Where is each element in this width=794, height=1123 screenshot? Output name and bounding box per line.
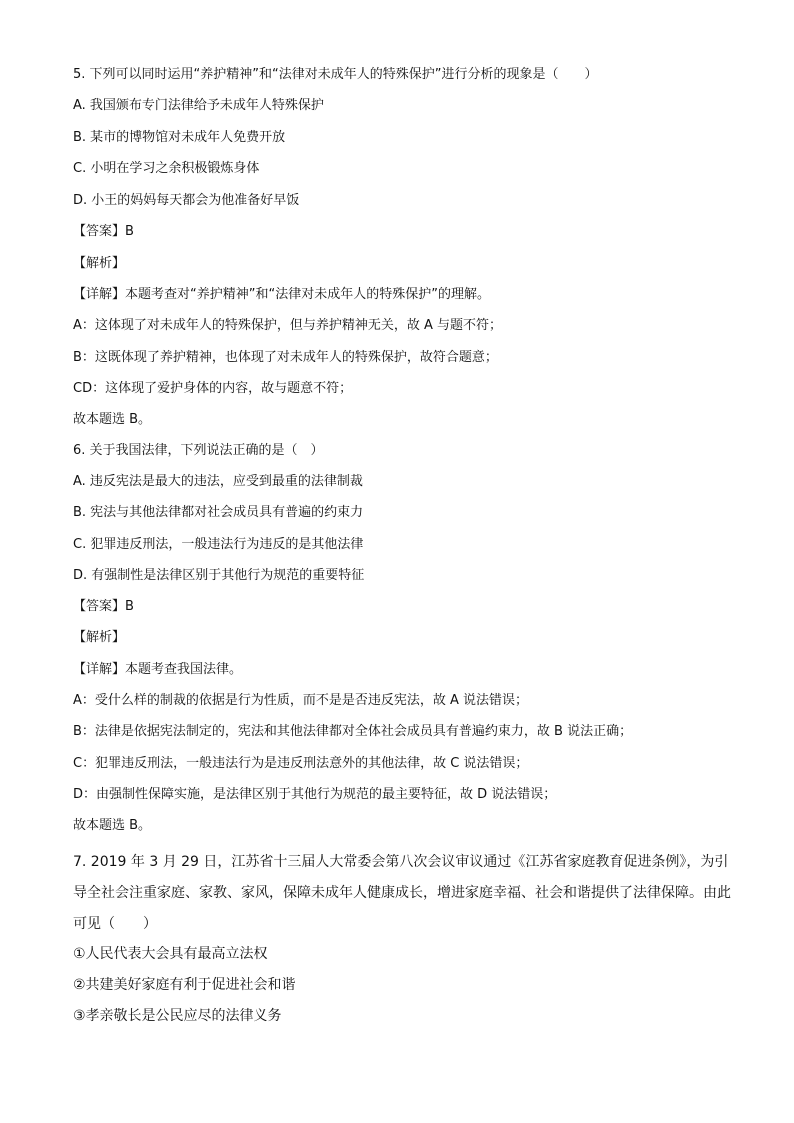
q7-stem: 7. 2019 年 3 月 29 日，江苏省十三届人大常委会第八次会议审议通过《江苏省家庭教育促进条例》，为引导全社会注重家庭、家教、家风，保障未成年人健康成长，增进家庭幸福、社会和谐提供了法律保障。由此可见（ ）	[73, 854, 731, 932]
q6-explanation-b: B：法律是依据宪法制定的，宪法和其他法律都对全体社会成员具有普遍约束力，故 B 说法正确；	[73, 724, 633, 739]
q5-detail-label: 【详解】	[73, 287, 126, 302]
q6-analysis-label: 【解析】	[73, 630, 126, 645]
q5-answer-label: 【答案】	[73, 224, 126, 239]
q6-conclusion: 故本题选 B。	[73, 818, 152, 833]
q5-stem: 5. 下列可以同时运用“养护精神”和“法律对未成年人的特殊保护”进行分析的现象是（ ）	[73, 67, 598, 82]
q5-explanation-cd: CD：这体现了爱护身体的内容，故与题意不符；	[73, 381, 353, 396]
q6-explanation-a: A：受什么样的制裁的依据是行为性质，而不是是否违反宪法，故 A 说法错误；	[73, 693, 529, 708]
q5-detail	[73, 285, 734, 305]
q7-statement-3: ③孝亲敬长是公民应尽的法律义务	[73, 1008, 282, 1024]
q5-analysis-label: 【解析】	[73, 256, 126, 271]
q6-explanation-d: D：由强制性保障实施，是法律区别于其他行为规范的最主要特征，故 D 说法错误；	[73, 787, 557, 802]
q7-statement-1: ①人民代表大会具有最高立法权	[73, 946, 268, 962]
q6-option-d: D. 有强制性是法律区别于其他行为规范的重要特征	[73, 568, 365, 583]
q5-option-b: B. 某市的博物馆对未成年人免费开放	[73, 130, 286, 145]
q6-answer	[73, 597, 734, 617]
q5-detail-text: 本题考查对“养护精神”和“法律对未成年人的特殊保护”的理解。	[125, 287, 490, 302]
q5-option-a: A. 我国颁布专门法律给予未成年人特殊保护	[73, 98, 324, 113]
q5-explanation-a: A：这体现了对未成年人的特殊保护，但与养护精神无关，故 A 与题不符；	[73, 318, 503, 333]
q5-answer	[73, 222, 734, 242]
q6-option-b: B. 宪法与其他法律都对社会成员具有普遍的约束力	[73, 505, 364, 520]
q7-statement-2: ②共建美好家庭有利于促进社会和谐	[73, 977, 296, 993]
q6-explanation-c: C：犯罪违反刑法，一般违法行为是违反刑法意外的其他法律，故 C 说法错误；	[73, 756, 529, 771]
q6-option-a: A. 违反宪法是最大的违法，应受到最重的法律制裁	[73, 474, 363, 489]
q5-answer-value: B	[125, 224, 134, 239]
q6-detail-text: 本题考查我国法律。	[125, 662, 243, 677]
q5-option-d: D. 小王的妈妈每天都会为他准备好早饭	[73, 193, 300, 208]
q6-stem: 6. 关于我国法律，下列说法正确的是（ ）	[73, 443, 324, 458]
q5-explanation-b: B：这既体现了养护精神，也体现了对未成年人的特殊保护，故符合题意；	[73, 350, 498, 365]
q6-answer-label: 【答案】	[73, 599, 126, 614]
q6-detail	[73, 660, 734, 680]
q5-conclusion: 故本题选 B。	[73, 412, 152, 427]
q6-answer-value: B	[125, 599, 134, 614]
q6-detail-label: 【详解】	[73, 662, 126, 677]
q5-option-c: C. 小明在学习之余积极锻炼身体	[73, 161, 260, 176]
q6-option-c: C. 犯罪违反刑法，一般违法行为违反的是其他法律	[73, 537, 364, 552]
